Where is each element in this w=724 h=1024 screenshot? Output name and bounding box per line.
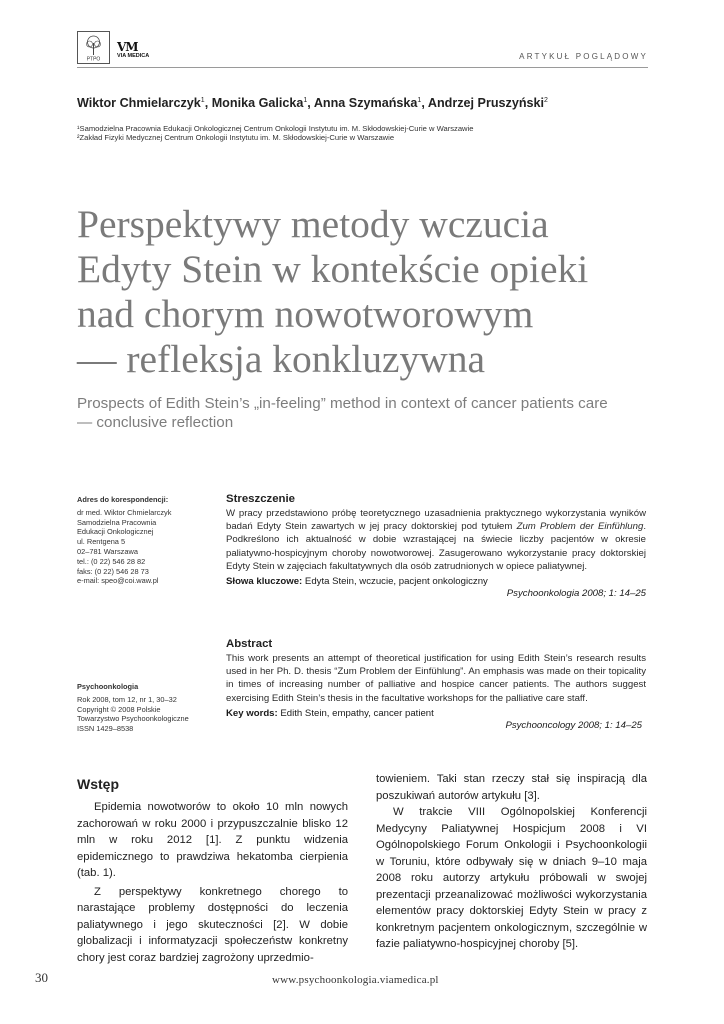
author-separator: ,	[421, 96, 428, 110]
polish-abstract-text-a: W pracy przedstawiono próbę teoretycznego uzasadnienia praktycznego wykorzystania wyników badań Edyty Stein zawartych w jej pracy doktorskiej pod tytułem	[226, 508, 646, 533]
correspondence-line: tel.: (0 22) 546 28 82	[77, 556, 146, 566]
correspondence-line: 02–781 Warszawa	[77, 546, 138, 556]
english-keywords	[226, 707, 646, 720]
page-number: 30	[35, 970, 48, 985]
author-separator: ,	[307, 96, 314, 110]
body-paragraph: Z perspektywy konkretnego chorego to narastające problemy dostępności do leczenia paliatywnego i jego skuteczności [2]. W dobie globalizacji i informatyzacji społeczeństw konkretny chory jest coraz bardziej zagrożony uprzedmio-	[77, 885, 348, 964]
correspondence-line: faks: (0 22) 546 28 73	[77, 566, 149, 576]
author-list	[77, 96, 548, 110]
correspondence-line: dr med. Wiktor Chmielarczyk	[77, 507, 172, 517]
header-divider	[77, 67, 648, 68]
title-line: — refleksja konkluzywna	[77, 337, 486, 381]
correspondence-line: Samodzielna Pracownia	[77, 517, 157, 527]
ptpo-logo	[77, 31, 110, 64]
article-subtitle	[77, 395, 677, 432]
body-column-right	[376, 771, 647, 953]
correspondence-line: ul. Rentgena 5	[77, 537, 126, 547]
correspondence-address	[77, 495, 171, 586]
journal-line: Rok 2008, tom 12, nr 1, 30–32	[77, 694, 177, 704]
via-medica-mark: VM	[117, 40, 138, 54]
journal-line: Towarzystwo Psychoonkologiczne	[77, 714, 189, 724]
polish-abstract	[226, 492, 646, 599]
ptpo-logo-text: PTPO	[86, 56, 101, 63]
author-name: Anna Szymańska	[313, 96, 418, 110]
polish-abstract-text	[226, 507, 646, 573]
polish-citation: Psychoonkologia 2008; 1: 14–25	[506, 588, 646, 600]
title-line: nad chorym nowotworowym	[77, 292, 534, 336]
english-abstract-text: This work presents an attempt of theoretical justification for using Edith Stein’s research results used in her Ph. D. thesis “Zum Problem der Einfühlung”. An emphasis was made on their topicality in times of increasing number of palliative and hospice cancer patients. The authors suggest exercising Edith Stein’s thesis in the facultative workshops for the palliative care staff.	[226, 653, 646, 704]
title-line: Edyty Stein w kontekście opieki	[77, 247, 589, 291]
author-name: Wiktor Chmielarczyk	[77, 96, 201, 110]
correspondence-line: Edukacji Onkologicznej	[77, 527, 154, 537]
polish-abstract-text-b: . Podkreślono ich aktualność w dobie wzrastającej na świecie liczby pacjentów w okresie paliatywno-hospicyjnym choroby nowotworowej. Zasugerowano wykorzystanie pracy doktorskiej Edyty Stein w zajęciach fakultatywnych dla osób zatrudnionych w opiece paliatywnej.	[226, 521, 646, 572]
journal-line: Copyright © 2008 Polskie	[77, 704, 161, 714]
journal-info	[77, 682, 189, 734]
subtitle-line: — conclusive reflection	[77, 413, 234, 431]
correspondence-email: e-mail: speo@coi.waw.pl	[77, 576, 159, 586]
polish-abstract-heading: Streszczenie	[226, 493, 296, 505]
english-keywords-values: Edith Stein, empathy, cancer patient	[277, 707, 434, 719]
author-affiliation-mark: 1	[303, 96, 308, 104]
polish-keywords-values: Edyta Stein, wczucie, pacjent onkologiczny	[302, 576, 488, 588]
author-affiliation-mark: 1	[417, 96, 422, 104]
body-paragraph: towieniem. Taki stan rzeczy stał się inspiracją dla poszukiwań autorów artykułu [3].	[376, 773, 647, 802]
article-title	[77, 202, 637, 382]
english-abstract-heading: Abstract	[226, 638, 273, 650]
polish-keywords-label: Słowa kluczowe:	[226, 576, 303, 588]
author-affiliation-mark: 1	[200, 96, 205, 104]
title-line: Perspektywy metody wczucia	[77, 202, 549, 246]
journal-line: ISSN 1429–8538	[77, 724, 134, 734]
subtitle-line: Prospects of Edith Stein’s „in-feeling” method in context of cancer patients care	[77, 395, 608, 412]
body-paragraph: W trakcie VIII Ogólnopolskiej Konferencji Medycyny Paliatywnej Hospicjum 2008 i VI Ogólnopolskiego Forum Onkologii i Psychoonkologii w Toruniu, które odbywały się w dniach 9–10 maja 2008 roku autorzy artykułu próbowali w swojej prezentacji przeanalizować możliwości wykorzystania elementów pracy doktorskiej Edyty Stein w pracy z konkretnym pacjentem onkologicznym, szczególnie w fazie paliatywno-hospicyjnej choroby [5].	[376, 806, 647, 950]
correspondence-label: Adres do korespondencji:	[77, 495, 169, 504]
author-name: Andrzej Pruszyński	[427, 96, 545, 110]
author-name: Monika Galicka	[211, 96, 304, 110]
english-abstract	[226, 637, 646, 731]
section-label: ARTYKUŁ POGLĄDOWY	[519, 52, 648, 61]
affiliation-1: ¹Samodzielna Pracownia Edukacji Onkologicznej Centrum Onkologii Instytutu im. M. Skłodowskiej-Curie w Warszawie	[77, 124, 474, 133]
tree-icon	[78, 32, 109, 63]
author-affiliation-mark: 2	[544, 96, 548, 104]
english-keywords-label: Key words:	[226, 707, 278, 719]
thesis-title-italic: Zum Problem der Einfühlung	[516, 521, 644, 533]
affiliation-2: ²Zakład Fizyki Medycznej Centrum Onkologii Instytutu im. M. Skłodowskiej-Curie w Warszawie	[77, 133, 395, 142]
body-column-left	[77, 775, 348, 966]
via-medica-text: VIA MEDICA	[117, 53, 150, 59]
body-paragraph: Epidemia nowotworów to około 10 mln nowych zachorowań w roku 2000 i przypuszczalnie blisko 12 mln w roku 2012 [1]. Z punktu widzenia epidemicznego to prawdziwa hekatomba cierpienia (tab. 1).	[77, 801, 348, 879]
section-heading-introduction: Wstęp	[77, 776, 119, 792]
english-citation: Psychooncology 2008; 1: 14–25	[505, 720, 642, 732]
via-medica-logo	[117, 41, 155, 63]
journal-url: www.psychoonkologia.viamedica.pl	[272, 974, 439, 986]
journal-label: Psychoonkologia	[77, 682, 139, 691]
polish-keywords	[226, 575, 646, 588]
author-separator: ,	[204, 96, 212, 110]
